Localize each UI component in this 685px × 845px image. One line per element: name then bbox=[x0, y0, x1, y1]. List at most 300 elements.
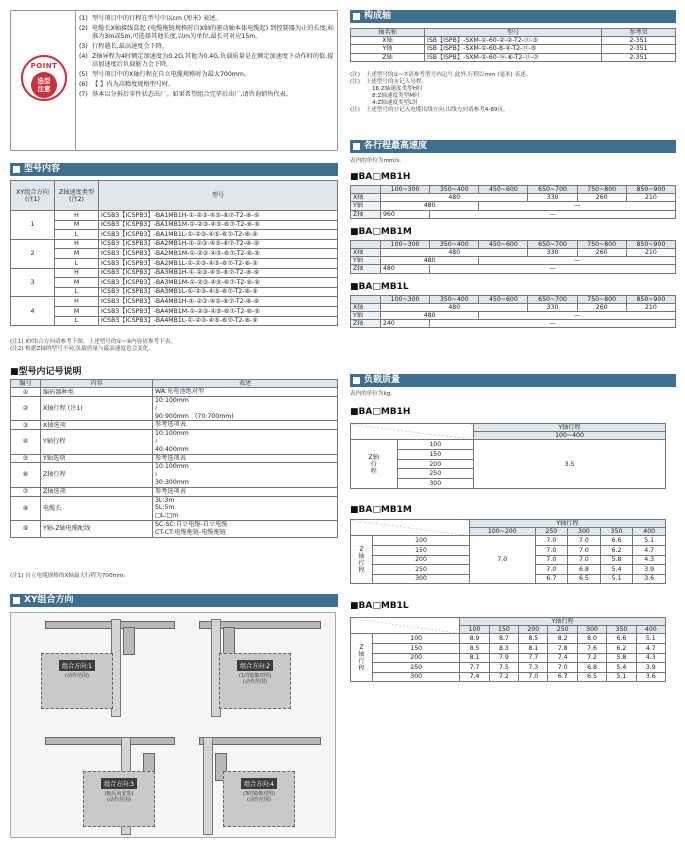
ms-cell: 330 bbox=[528, 249, 577, 257]
ms-row-label: X轴 bbox=[351, 249, 381, 257]
xy-direction-diagram bbox=[10, 612, 336, 838]
cd-content: 电缆长 bbox=[41, 496, 153, 520]
cd-content: X轴行程 (注1) bbox=[41, 397, 153, 421]
zone-direction-3 bbox=[83, 771, 155, 827]
cd-desc-line: 40:400mm bbox=[155, 445, 189, 453]
load-h-col: 100~400 bbox=[474, 432, 666, 440]
ms-cell: — bbox=[479, 312, 676, 320]
max-speed-table bbox=[350, 240, 676, 274]
ms-cell: 260 bbox=[577, 303, 626, 311]
table-row bbox=[11, 268, 338, 278]
section-bar-load bbox=[350, 374, 676, 387]
cd-no: ⑤ bbox=[11, 454, 41, 463]
cd-content: 编码器种类 bbox=[41, 388, 153, 397]
load-cell: 7.5 bbox=[489, 663, 518, 673]
note-line: 8:Z轴速度类型M时 bbox=[372, 93, 420, 99]
cd-content: Z轴选项 bbox=[41, 487, 153, 496]
load-cell: 7.0 bbox=[568, 555, 601, 565]
z-val: 150 bbox=[398, 450, 474, 460]
z-axis-block-1 bbox=[123, 627, 135, 655]
ms-cell: 260 bbox=[577, 194, 626, 202]
mc-head-dir: XY组合方向(注1) bbox=[11, 181, 55, 211]
cd-desc bbox=[153, 421, 338, 430]
load-cell: 8.9 bbox=[460, 634, 489, 644]
load-cell: 5.8 bbox=[607, 653, 636, 663]
code-desc-title: ■型号内记号说明 bbox=[10, 367, 82, 377]
max-speed-block bbox=[350, 172, 676, 219]
table-row bbox=[11, 487, 338, 496]
load-l-table bbox=[350, 617, 666, 682]
table-row bbox=[351, 202, 676, 210]
ms-row-label: Y轴 bbox=[351, 312, 381, 320]
table-row bbox=[11, 220, 338, 230]
point-item-number: (3) bbox=[79, 43, 88, 51]
mc-speed: M bbox=[55, 249, 99, 259]
max-speed-table bbox=[350, 295, 676, 329]
ms-cell: 240 bbox=[381, 320, 430, 328]
zone-direction-2 bbox=[219, 653, 291, 709]
load-cell: 5.8 bbox=[600, 555, 633, 565]
load-cell: 7.9 bbox=[489, 653, 518, 663]
table-header-row bbox=[351, 240, 676, 248]
load-col-head: 400 bbox=[636, 626, 665, 634]
cd-content: Y轴-Z轴电缆配线 bbox=[41, 520, 153, 537]
max-speed-block bbox=[350, 282, 676, 329]
load-cell: 7.0 bbox=[568, 546, 601, 556]
note-line: (注) 上述型号的①~⑦请参考型号内记号,此外,行程以mm (毫米) 表述。 bbox=[350, 72, 532, 78]
mc-speed: H bbox=[55, 239, 99, 249]
point-badge bbox=[21, 55, 67, 101]
mc-speed: M bbox=[55, 306, 99, 316]
load-cell: 3.6 bbox=[636, 672, 665, 682]
load-corner bbox=[351, 618, 460, 634]
model-content-table bbox=[10, 180, 338, 326]
cd-no: ⑥ bbox=[11, 463, 41, 487]
load-z-label: Z轴行程 bbox=[351, 536, 373, 584]
zone-sub: (动作范围) bbox=[243, 679, 267, 685]
model-content-notes bbox=[10, 339, 338, 353]
ms-row-label: Y轴 bbox=[351, 202, 381, 210]
load-y-head: Y轴行程 bbox=[460, 618, 666, 626]
point-item-text: 型号项目中的行程在型号中以cm (厘米) 表述。 bbox=[92, 15, 222, 22]
load-cell: 8.5 bbox=[519, 634, 548, 644]
z-axis-block-2 bbox=[223, 627, 235, 655]
ms-cell: 480 bbox=[381, 312, 479, 320]
table-row bbox=[351, 653, 666, 663]
section-title: 负载质量 bbox=[364, 375, 401, 385]
ms-col-head: 350~400 bbox=[430, 240, 479, 248]
table-row bbox=[351, 663, 666, 673]
cd-desc bbox=[153, 397, 338, 421]
mc-speed: H bbox=[55, 268, 99, 278]
ms-cell: — bbox=[430, 210, 676, 218]
load-cell: 5.4 bbox=[607, 663, 636, 673]
load-cell: 7.7 bbox=[519, 653, 548, 663]
mc-model: ICSB3【ICSPB3】-BA3MB1M-①-②③-④⑤-⑥⑦-T2-⑧-⑨ bbox=[99, 278, 338, 288]
cd-desc-line: 10:100mm bbox=[155, 430, 189, 438]
z-val: 100 bbox=[398, 440, 474, 450]
table-row bbox=[11, 278, 338, 288]
table-row bbox=[351, 249, 676, 257]
ms-cell: — bbox=[479, 257, 676, 265]
ax-head-axis: 轴名称 bbox=[351, 29, 425, 37]
mc-dir: 2 bbox=[11, 239, 55, 268]
table-row bbox=[11, 258, 338, 268]
mc-model: ICSB3【ICSPB3】-BA2MB1H-①-②③-④⑤-⑥⑦-T2-⑧-⑨ bbox=[99, 239, 338, 249]
load-cell: 6.8 bbox=[568, 565, 601, 575]
load-corner bbox=[351, 520, 470, 536]
ms-col-head: 450~600 bbox=[479, 295, 528, 303]
point-item-text: Z轴导程为4时额定加速度为0.2G,其他为0.4G,负载质量是在额定加速度下动作时的值,提高加速度后负载能力会下降。 bbox=[92, 52, 334, 69]
point-label-2: 注意 bbox=[37, 85, 51, 93]
ms-col-head: 100~300 bbox=[381, 240, 430, 248]
load-col-head: 300 bbox=[577, 626, 606, 634]
ms-cell: 480 bbox=[381, 257, 479, 265]
point-label-1: 选型 bbox=[37, 77, 51, 85]
cd-desc-line: 10:100mm bbox=[155, 463, 189, 471]
ax-axis: Y轴 bbox=[351, 45, 425, 53]
section-title: 构成轴 bbox=[364, 11, 392, 21]
load-cell: 7.2 bbox=[577, 653, 606, 663]
ms-cell: 330 bbox=[528, 303, 577, 311]
table-row bbox=[11, 454, 338, 463]
mc-model: ICSB3【ICSPB3】-BA4MB1M-①-②③-④⑤-⑥⑦-T2-⑧-⑨ bbox=[99, 306, 338, 316]
axes-notes bbox=[350, 72, 676, 114]
load-z-val: 100 bbox=[373, 536, 470, 546]
note-line: (注) 上述型号的⑪记入电缆出线方向,出线方向请参考4-89页。 bbox=[350, 107, 509, 113]
ms-cell: 480 bbox=[381, 265, 430, 273]
load-cell: 7.0 bbox=[548, 663, 577, 673]
table-row bbox=[351, 37, 676, 45]
table-row bbox=[11, 230, 338, 240]
max-speed-table bbox=[350, 185, 676, 219]
table-row bbox=[351, 644, 666, 654]
x-axis-rail-bottom-2 bbox=[199, 737, 321, 745]
table-row bbox=[351, 536, 666, 546]
load-h-z-values bbox=[397, 440, 473, 488]
ms-cell: 330 bbox=[528, 194, 577, 202]
load-cell: 7.0 bbox=[568, 536, 601, 546]
mc-dir: 3 bbox=[11, 268, 55, 297]
load-cell: 7.4 bbox=[548, 653, 577, 663]
point-item bbox=[79, 81, 335, 89]
table-row bbox=[351, 303, 676, 311]
zone-sub: (动作范围) bbox=[65, 673, 89, 679]
load-h-value: 3.5 bbox=[474, 440, 666, 489]
ms-col-head: 850~900 bbox=[626, 295, 675, 303]
table-row bbox=[11, 388, 338, 397]
cd-desc bbox=[153, 388, 338, 397]
table-row bbox=[11, 463, 338, 487]
table-row bbox=[351, 312, 676, 320]
section-bar-max-speed bbox=[350, 140, 676, 153]
table-row bbox=[11, 287, 338, 297]
point-item-number: (4) bbox=[79, 52, 88, 60]
cd-desc-line: ≀ bbox=[155, 471, 158, 479]
mc-speed: L bbox=[55, 258, 99, 268]
table-row bbox=[351, 53, 676, 61]
ms-cell: 480 bbox=[381, 194, 528, 202]
load-cell: 7.0 bbox=[535, 555, 568, 565]
ms-cell: — bbox=[479, 202, 676, 210]
cd-no: ⑧ bbox=[11, 496, 41, 520]
point-notes-box bbox=[10, 10, 338, 151]
load-h-table bbox=[350, 423, 666, 489]
load-h-z-label-wrap bbox=[351, 440, 474, 489]
ms-col-head: 450~600 bbox=[479, 186, 528, 194]
table-row bbox=[11, 297, 338, 307]
ms-col-head: 850~900 bbox=[626, 186, 675, 194]
load-cell: 6.5 bbox=[568, 574, 601, 584]
section-title: 型号内容 bbox=[24, 164, 61, 174]
load-cell: 6.8 bbox=[577, 663, 606, 673]
note-line: (注2) 根据Z轴的型号不同,负载质量与最高速度也会变化。 bbox=[10, 346, 154, 352]
load-y-head: Y轴行程 bbox=[469, 520, 665, 528]
cd-head-content: 内容 bbox=[41, 380, 153, 388]
point-item bbox=[79, 71, 335, 79]
section-bar-axes bbox=[350, 10, 676, 23]
mc-model: ICSB3【ICSPB3】-BA3MB1H-①-②③-④⑤-⑥⑦-T2-⑧-⑨ bbox=[99, 268, 338, 278]
load-z-val: 250 bbox=[373, 663, 460, 673]
point-item-text: 【 】内为高精度规格型号时。 bbox=[92, 81, 175, 89]
max-speed-model: ■BA□MB1H bbox=[350, 172, 411, 182]
ms-corner bbox=[351, 186, 381, 194]
zone-sub: (3的镜像对照) bbox=[242, 791, 276, 797]
cd-desc-line: 90:900mm (70:700mm) bbox=[155, 412, 234, 420]
load-merged: 7.0 bbox=[469, 536, 535, 584]
zone-sub: (动作范围) bbox=[247, 797, 271, 803]
load-cell: 7.8 bbox=[548, 644, 577, 654]
point-item bbox=[79, 91, 335, 99]
code-desc-table bbox=[10, 379, 338, 538]
mc-speed: M bbox=[55, 220, 99, 230]
table-row bbox=[11, 496, 338, 520]
ax-model: ISB【ISPB】-SXM-①-60-8-④-T2-⑪-⑤ bbox=[425, 45, 602, 53]
note-line: (注) 上述型号的⑯记入导程。 bbox=[350, 79, 428, 85]
load-col-head: 350 bbox=[600, 528, 633, 536]
mc-model: ICSB3【ICSPB3】-BA4MB1L-①-②③-④⑤-⑥⑦-T2-⑧-⑨ bbox=[99, 316, 338, 326]
load-col-head: 400 bbox=[633, 528, 666, 536]
mc-model: ICSB3【ICSPB3】-BA2MB1L-①-②③-④⑤-⑥⑦-T2-⑧-⑨ bbox=[99, 258, 338, 268]
table-row bbox=[11, 316, 338, 326]
load-cell: 7.0 bbox=[535, 546, 568, 556]
load-cell: 3.9 bbox=[636, 663, 665, 673]
table-row bbox=[351, 210, 676, 218]
load-z-val: 150 bbox=[373, 546, 470, 556]
zone-label: 组合方向:1 bbox=[59, 660, 95, 671]
ms-row-label: X轴 bbox=[351, 303, 381, 311]
mc-model: ICSB3【ICSPB3】-BA4MB1H-①-②③-④⑤-⑥⑦-T2-⑧-⑨ bbox=[99, 297, 338, 307]
load-cell: 5.1 bbox=[607, 672, 636, 682]
mc-model: ICSB3【ICSPB3】-BA2MB1M-①-②③-④⑤-⑥⑦-T2-⑧-⑨ bbox=[99, 249, 338, 259]
load-cell: 6.2 bbox=[607, 644, 636, 654]
cd-desc-line: CT-CT:电缆拖链-电缆拖链 bbox=[155, 528, 226, 536]
load-cell: 8.7 bbox=[489, 634, 518, 644]
ax-axis: X轴 bbox=[351, 37, 425, 45]
cd-desc bbox=[153, 430, 338, 454]
ms-col-head: 450~600 bbox=[479, 240, 528, 248]
mc-speed: L bbox=[55, 230, 99, 240]
ms-cell: — bbox=[430, 265, 676, 273]
load-col-head: 250 bbox=[548, 626, 577, 634]
x-axis-rail-top bbox=[45, 621, 175, 629]
cd-desc-line: 参考选项表 bbox=[155, 487, 186, 495]
cd-no: ② bbox=[11, 397, 41, 421]
load-l-title: ■BA□MB1L bbox=[350, 601, 409, 611]
cd-desc bbox=[153, 487, 338, 496]
table-row bbox=[11, 430, 338, 454]
z-val: 250 bbox=[398, 469, 474, 479]
load-cell: 6.2 bbox=[600, 546, 633, 556]
section-bar-model-content bbox=[10, 163, 338, 176]
point-item-text: 电缆长X轴接线盒起 (电缆拖链规格时自X轴的驱动轴本体电缆起) 到控制器为止的长度,标准为3m或5m,可选择其他长度,以m为单位,最长可对应15m。 bbox=[92, 24, 334, 41]
mc-model: ICSB3【ICSPB3】-BA3MB1L-①-②③-④⑤-⑥⑦-T2-⑧-⑨ bbox=[99, 287, 338, 297]
point-item-number: (7) bbox=[79, 90, 88, 98]
table-row bbox=[351, 634, 666, 644]
load-cell: 5.1 bbox=[636, 634, 665, 644]
load-z-val: 200 bbox=[373, 555, 470, 565]
point-item-text: 行程越长,最高速度会下降。 bbox=[92, 43, 169, 51]
load-h-title: ■BA□MB1H bbox=[350, 407, 411, 417]
load-cell: 4.7 bbox=[633, 546, 666, 556]
ax-page: 2-351 bbox=[602, 37, 676, 45]
mc-model: ICSB3【ICSPB3】-BA1MB1M-①-②③-④⑤-⑥⑦-T2-⑧-⑨ bbox=[99, 220, 338, 230]
ms-col-head: 850~900 bbox=[626, 240, 675, 248]
section-title: XY组合方向 bbox=[24, 595, 74, 605]
code-desc-note: (注1) 自立电缆规格的X轴最大行程为700mm。 bbox=[10, 573, 130, 579]
table-row bbox=[351, 265, 676, 273]
point-list bbox=[79, 15, 335, 101]
point-item-number: (1) bbox=[79, 15, 88, 22]
load-cell: 8.1 bbox=[519, 644, 548, 654]
load-cell: 8.5 bbox=[460, 644, 489, 654]
cd-content: Y轴行程 bbox=[41, 430, 153, 454]
cd-desc-line: ≀ bbox=[155, 404, 158, 412]
load-col-head: 300 bbox=[568, 528, 601, 536]
mc-speed: L bbox=[55, 287, 99, 297]
point-item-text: 型号项目中的X轴行程在自立电缆规格时为最大700mm。 bbox=[92, 71, 251, 79]
cd-desc bbox=[153, 520, 338, 537]
ms-corner bbox=[351, 295, 381, 303]
table-row bbox=[11, 397, 338, 421]
load-cell: 6.6 bbox=[607, 634, 636, 644]
cd-desc-line: 3L:3m bbox=[155, 496, 175, 504]
ax-head-model: 型号 bbox=[425, 29, 602, 37]
cd-desc bbox=[153, 463, 338, 487]
load-cell: 7.4 bbox=[460, 672, 489, 682]
mc-head-speed: Z轴速度类型(注2) bbox=[55, 181, 99, 211]
table-row bbox=[351, 45, 676, 53]
load-z-label: Z轴行程 bbox=[351, 634, 373, 682]
ms-col-head: 350~400 bbox=[430, 295, 479, 303]
max-speed-model: ■BA□MB1L bbox=[350, 281, 409, 292]
table-row bbox=[11, 306, 338, 316]
ms-col-head: 750~800 bbox=[577, 240, 626, 248]
load-cell: 8.1 bbox=[460, 653, 489, 663]
ms-col-head: 750~800 bbox=[577, 295, 626, 303]
load-cell: 7.0 bbox=[535, 536, 568, 546]
max-speed-block bbox=[350, 227, 676, 274]
cd-desc bbox=[153, 454, 338, 463]
zone-sub: (轴反向安装) bbox=[104, 791, 134, 797]
max-speed-model: ■BA□MB1M bbox=[350, 226, 412, 237]
point-item-number: (2) bbox=[79, 24, 88, 32]
load-cell: 7.3 bbox=[519, 663, 548, 673]
note-line: 16:Z轴速度类型H时 bbox=[372, 86, 423, 92]
ax-head-page: 参考页 bbox=[602, 29, 676, 37]
load-cell: 5.4 bbox=[600, 565, 633, 575]
load-cell: 8.3 bbox=[489, 644, 518, 654]
load-col-head: 250 bbox=[535, 528, 568, 536]
ms-col-head: 100~300 bbox=[381, 186, 430, 194]
cd-desc-line: 5L:5m bbox=[155, 504, 175, 512]
table-row bbox=[351, 320, 676, 328]
zone-sub: (动作范围) bbox=[107, 797, 131, 803]
load-col-head: 100 bbox=[460, 626, 489, 634]
load-cell: 8.2 bbox=[548, 634, 577, 644]
point-item-number: (6) bbox=[79, 81, 88, 89]
table-header-row bbox=[351, 520, 666, 528]
cd-desc-line: 参考选项表 bbox=[155, 421, 186, 429]
zone-label: 组合方向:4 bbox=[241, 778, 277, 789]
table-row bbox=[351, 672, 666, 682]
ms-col-head: 350~400 bbox=[430, 186, 479, 194]
ms-cell: 480 bbox=[381, 249, 528, 257]
section-bar-xy-direction bbox=[10, 594, 338, 607]
load-cell: 7.2 bbox=[489, 672, 518, 682]
load-col-head: 150 bbox=[489, 626, 518, 634]
ms-cell: 210 bbox=[626, 303, 675, 311]
ax-page: 2-351 bbox=[602, 45, 676, 53]
table-header-row bbox=[351, 618, 666, 626]
load-z-val: 100 bbox=[373, 634, 460, 644]
mc-head-model: 型号 bbox=[99, 181, 338, 211]
ms-col-head: 650~700 bbox=[528, 240, 577, 248]
load-cell: 6.5 bbox=[577, 672, 606, 682]
load-cell: 7.0 bbox=[519, 672, 548, 682]
ms-row-label: X轴 bbox=[351, 194, 381, 202]
cd-head-desc: 表述 bbox=[153, 380, 338, 388]
cd-head-no: 编号 bbox=[11, 380, 41, 388]
cd-no: ③ bbox=[11, 421, 41, 430]
cd-desc bbox=[153, 496, 338, 520]
ms-cell: — bbox=[430, 320, 676, 328]
load-col-head: 200 bbox=[519, 626, 548, 634]
load-cell: 8.0 bbox=[577, 634, 606, 644]
point-word: POINT bbox=[30, 62, 58, 70]
load-cell: 4.3 bbox=[633, 555, 666, 565]
load-cell: 6.7 bbox=[535, 574, 568, 584]
cd-content: Z轴行程 bbox=[41, 463, 153, 487]
load-unit: 表内的单位为kg。 bbox=[350, 391, 396, 397]
cd-content: Y轴选项 bbox=[41, 454, 153, 463]
load-h-corner bbox=[351, 424, 474, 440]
table-header-row bbox=[351, 295, 676, 303]
load-m-title: ■BA□MB1M bbox=[350, 505, 412, 515]
table-header-row bbox=[351, 186, 676, 194]
ms-corner bbox=[351, 240, 381, 248]
z-val: 200 bbox=[398, 460, 474, 470]
load-h-z-label: Z轴行程 bbox=[351, 440, 397, 488]
ms-col-head: 650~700 bbox=[528, 295, 577, 303]
ms-row-label: Z轴 bbox=[351, 210, 381, 218]
table-row bbox=[11, 520, 338, 537]
ms-cell: 260 bbox=[577, 249, 626, 257]
point-circle bbox=[31, 72, 57, 98]
cd-desc-line: 30:300mm bbox=[155, 478, 189, 486]
table-row bbox=[11, 211, 338, 221]
ms-row-label: Z轴 bbox=[351, 320, 381, 328]
